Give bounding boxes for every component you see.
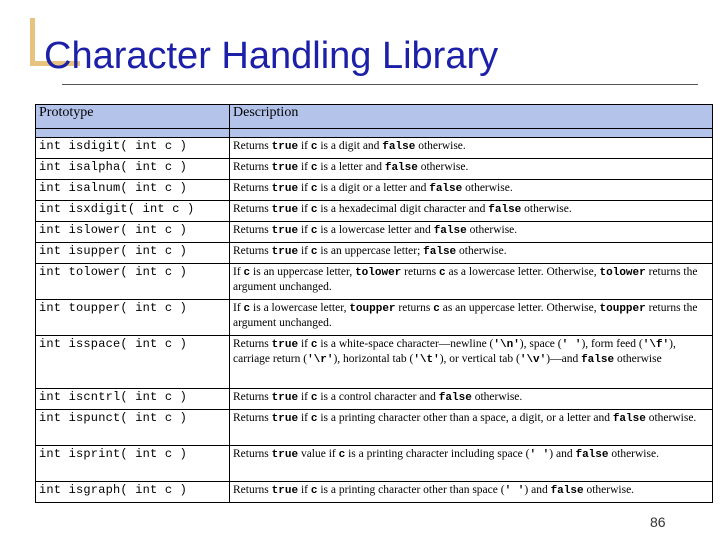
description-cell: Returns true if c is a lowercase letter and false otherwise. — [230, 222, 713, 243]
table-row — [36, 159, 713, 180]
description-cell: Returns true if c is a digit or a letter and false otherwise. — [230, 180, 713, 201]
header-spacer-row — [36, 129, 713, 138]
description-cell: Returns true if c is a digit and false otherwise. — [230, 138, 713, 159]
prototype-cell: int isalnum( int c ) — [36, 180, 230, 201]
table-row — [36, 482, 713, 503]
table-row — [36, 389, 713, 410]
description-cell: Returns true if c is a printing character other than a space, a digit, or a letter and false otherwise. — [230, 410, 713, 446]
corner-accent-vertical — [30, 18, 35, 66]
table-row — [36, 410, 713, 446]
description-cell: Returns true if c is a control character and false otherwise. — [230, 389, 713, 410]
description-cell: Returns true value if c is a printing character including space (' ') and false otherwise. — [230, 446, 713, 482]
prototype-cell: int ispunct( int c ) — [36, 410, 230, 446]
table-row — [36, 446, 713, 482]
table-row — [36, 243, 713, 264]
description-cell: Returns true if c is a printing character other than space (' ') and false otherwise. — [230, 482, 713, 503]
table-row — [36, 264, 713, 300]
title-underline — [62, 84, 698, 85]
description-cell: If c is an uppercase letter, tolower returns c as a lowercase letter. Otherwise, tolower returns the argument unchanged. — [230, 264, 713, 300]
description-cell: Returns true if c is a hexadecimal digit character and false otherwise. — [230, 201, 713, 222]
description-cell: Returns true if c is a letter and false otherwise. — [230, 159, 713, 180]
slide-title: Character Handling Library — [44, 35, 499, 77]
prototype-cell: int isdigit( int c ) — [36, 138, 230, 159]
table-row — [36, 201, 713, 222]
prototype-cell: int isupper( int c ) — [36, 243, 230, 264]
prototype-cell: int isspace( int c ) — [36, 336, 230, 389]
table-row — [36, 222, 713, 243]
prototype-cell: int isprint( int c ) — [36, 446, 230, 482]
prototype-cell: int iscntrl( int c ) — [36, 389, 230, 410]
prototype-cell: int isalpha( int c ) — [36, 159, 230, 180]
table-row — [36, 138, 713, 159]
table-row — [36, 300, 713, 336]
prototype-cell: int isgraph( int c ) — [36, 482, 230, 503]
description-cell: Returns true if c is a white-space character—newline ('\n'), space (' '), form feed ('\f'), carriage return ('\r'), horizontal tab ('\t'), or vertical tab ('\v')—and false otherwise — [230, 336, 713, 389]
function-table — [35, 104, 713, 503]
prototype-cell: int toupper( int c ) — [36, 300, 230, 336]
table-header-row — [36, 105, 713, 129]
description-cell: Returns true if c is an uppercase letter; false otherwise. — [230, 243, 713, 264]
table-row — [36, 336, 713, 389]
prototype-cell: int islower( int c ) — [36, 222, 230, 243]
description-cell: If c is a lowercase letter, toupper returns c as an uppercase letter. Otherwise, toupper returns the argument unchanged. — [230, 300, 713, 336]
header-description: Description — [230, 105, 713, 129]
header-prototype: Prototype — [36, 105, 230, 129]
table-row — [36, 180, 713, 201]
prototype-cell: int tolower( int c ) — [36, 264, 230, 300]
slide-number: 86 — [650, 514, 666, 530]
table-body — [36, 138, 713, 503]
prototype-cell: int isxdigit( int c ) — [36, 201, 230, 222]
